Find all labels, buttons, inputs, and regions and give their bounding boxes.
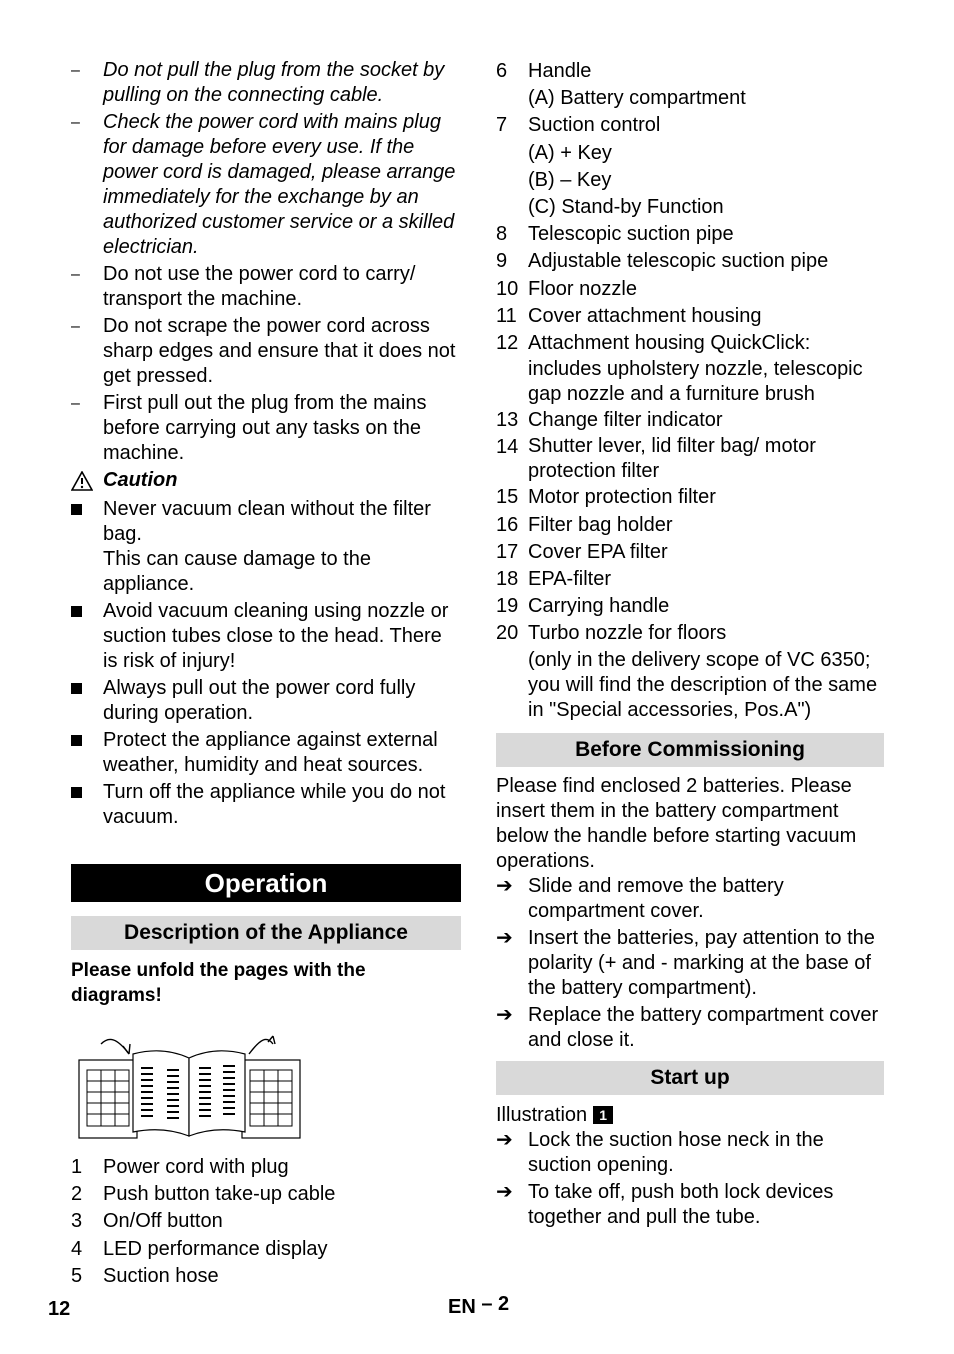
part-label: Carrying handle [528, 595, 670, 618]
dash-marker: – [71, 114, 80, 131]
dash-item-text: Do not pull the plug from the socket by pulling on the connecting cable. [103, 59, 445, 106]
part-number: 5 [71, 1264, 83, 1287]
caution-bullet-text: Never vacuum clean without the filter bag. [103, 498, 431, 545]
part-number: 3 [71, 1210, 83, 1233]
part-number: 16 [496, 513, 519, 536]
part-sub-label: (only in the delivery scope of VC 6350; you will find the description of the same in "Special accessories, Pos.A") [528, 648, 878, 721]
part-list-item [496, 276, 884, 303]
dash-list-item [71, 110, 461, 260]
part-number: 12 [496, 332, 519, 355]
parts-list-1-5 [71, 1154, 461, 1290]
square-bullet-icon [71, 497, 103, 522]
part-list-item [71, 1236, 461, 1263]
part-list-item [71, 1181, 461, 1208]
footer-sub-page: – 2 [481, 1293, 510, 1315]
part-list-item [496, 330, 884, 357]
part-number: 4 [71, 1237, 83, 1260]
illustration-ref [496, 1103, 884, 1128]
part-number: 20 [496, 622, 519, 645]
part-list-item [496, 248, 884, 275]
caution-bullet-item [71, 599, 461, 674]
caution-bullet-text: Always pull out the power cord fully during operation. [103, 677, 416, 724]
part-list-item [496, 512, 884, 539]
part-number: 1 [71, 1156, 83, 1178]
part-label: Cover attachment housing [528, 304, 762, 327]
part-label: Adjustable telescopic suction pipe [528, 250, 829, 273]
instruction-step [496, 1128, 884, 1178]
page-number: 12 [48, 1298, 71, 1320]
instruction-text: Replace the battery compartment cover and close it. [528, 1003, 879, 1051]
square-bullet-icon [71, 676, 103, 701]
instruction-step [496, 926, 884, 1001]
part-label: Turbo nozzle for floors [528, 622, 727, 645]
part-list-item [496, 566, 884, 593]
dash-list-item [71, 314, 461, 389]
part-number: 9 [496, 250, 508, 273]
dash-list-item [71, 262, 461, 312]
left-column [71, 58, 461, 1290]
dash-marker: – [71, 395, 80, 412]
parts-list-6-20 [496, 58, 884, 723]
part-number: 11 [496, 304, 517, 327]
part-label: On/Off button [103, 1210, 223, 1233]
part-label: Attachment housing QuickClick: [528, 332, 811, 355]
part-number: 6 [496, 60, 508, 82]
square-bullet-icon [71, 728, 103, 753]
caution-bullet-item [71, 780, 461, 830]
part-list-item [496, 112, 884, 139]
part-number: 8 [496, 223, 508, 246]
part-label: Handle [528, 60, 592, 82]
arrow-right-icon: ➔ [496, 1128, 513, 1151]
square-bullet-icon [71, 599, 103, 624]
caution-bullet-item [71, 676, 461, 726]
part-number: 10 [496, 277, 519, 300]
part-label: Power cord with plug [103, 1156, 289, 1178]
safety-dash-list [71, 58, 461, 466]
part-label: EPA-filter [528, 568, 611, 591]
caution-bullet-text: This can cause damage to the appliance. [103, 548, 371, 595]
footer-lang-code: EN [448, 1296, 476, 1318]
part-list-item [496, 434, 884, 484]
part-number: 14 [496, 436, 519, 459]
dash-list-item [71, 58, 461, 108]
arrow-right-icon: ➔ [496, 874, 513, 897]
part-label: Shutter lever, lid filter bag/ motor protection filter [528, 435, 816, 483]
unfold-pages-figure [77, 1032, 461, 1148]
startup-title: Start up [496, 1061, 884, 1095]
commissioning-intro: Please find enclosed 2 batteries. Please insert them in the battery compartment below the handle before starting vacuum operations. [496, 774, 857, 872]
part-list-item [71, 1154, 461, 1181]
part-sub-label: (B) – Key [528, 168, 612, 191]
dash-marker: – [71, 62, 80, 79]
caution-bullet-text: Turn off the appliance while you do not vacuum. [103, 781, 446, 828]
instruction-step [496, 1180, 884, 1230]
unfold-note: Please unfold the pages with the diagrams! [71, 960, 366, 1006]
dash-item-text: Check the power cord with mains plug for damage before every use. If the power cord is damaged, please arrange immediately for the exchange by an authorized customer service or a skilled electrician. [103, 111, 456, 258]
part-label: Telescopic suction pipe [528, 223, 734, 246]
dash-list-item [71, 391, 461, 466]
part-list-item [496, 620, 884, 647]
part-list-item [496, 58, 884, 85]
part-label: Floor nozzle [528, 277, 637, 300]
part-number: 7 [496, 114, 508, 137]
illustration-number-badge: 1 [593, 1106, 613, 1124]
part-label: Suction hose [103, 1264, 219, 1287]
open-book-diagram-icon [77, 1032, 301, 1142]
part-number: 13 [496, 409, 519, 432]
part-list-item [496, 303, 884, 330]
dash-marker: – [71, 318, 80, 335]
dash-item-text: First pull out the plug from the mains before carrying out any tasks on the machine. [103, 392, 427, 464]
part-label: Push button take-up cable [103, 1183, 336, 1206]
arrow-right-icon: ➔ [496, 1003, 513, 1026]
part-sub-label: includes upholstery nozzle, telescopic gap nozzle and a furniture brush [528, 358, 863, 406]
part-label: Motor protection filter [528, 486, 716, 509]
part-sub-label: (C) Stand-by Function [528, 196, 724, 219]
part-number: 2 [71, 1183, 83, 1206]
commissioning-title: Before Commissioning [496, 733, 884, 767]
caution-bullet-list [71, 497, 461, 830]
warning-triangle-icon [71, 471, 93, 491]
commissioning-steps [496, 874, 884, 1053]
description-title: Description of the Appliance [71, 916, 461, 950]
instruction-text: Lock the suction hose neck in the suction opening. [528, 1128, 824, 1176]
instruction-step [496, 874, 884, 924]
caution-bullet-text: Avoid vacuum cleaning using nozzle or suction tubes close to the head. There is risk of injury! [103, 600, 449, 672]
part-number: 15 [496, 486, 519, 509]
illustration-label: Illustration [496, 1103, 588, 1126]
instruction-text: To take off, push both lock devices together and pull the tube. [528, 1180, 834, 1228]
part-list-item [496, 593, 884, 620]
part-number: 18 [496, 568, 519, 591]
part-list-item [71, 1263, 461, 1290]
caution-label: Caution [103, 469, 178, 491]
part-list-item [496, 221, 884, 248]
part-label: Suction control [528, 114, 661, 137]
part-list-item [496, 484, 884, 511]
part-number: 19 [496, 595, 519, 618]
caution-bullet-item [71, 728, 461, 778]
arrow-right-icon: ➔ [496, 926, 513, 949]
part-label: LED performance display [103, 1237, 328, 1260]
instruction-text: Insert the batteries, pay attention to the polarity (+ and - marking at the base of the battery compartment). [528, 926, 875, 999]
part-number: 17 [496, 540, 519, 563]
dash-item-text: Do not use the power cord to carry/ transport the machine. [103, 263, 416, 310]
dash-item-text: Do not scrape the power cord across sharp edges and ensure that it does not get pressed. [103, 315, 456, 387]
footer-language [448, 1293, 510, 1319]
arrow-right-icon: ➔ [496, 1180, 513, 1203]
right-column [496, 58, 884, 1232]
square-bullet-icon [71, 780, 103, 805]
instruction-step [496, 1003, 884, 1053]
part-label: Filter bag holder [528, 513, 673, 536]
part-sub-label: (A) Battery compartment [528, 87, 746, 110]
part-sub-label: (A) + Key [528, 141, 612, 164]
instruction-text: Slide and remove the battery compartment cover. [528, 874, 784, 922]
caution-bullet-item [71, 497, 461, 597]
part-label: Change filter indicator [528, 409, 723, 432]
part-label: Cover EPA filter [528, 540, 668, 563]
dash-marker: – [71, 266, 80, 283]
caution-bullet-text: Protect the appliance against external weather, humidity and heat sources. [103, 729, 438, 776]
part-list-item [496, 407, 884, 434]
caution-heading [71, 468, 461, 493]
part-list-item [71, 1208, 461, 1235]
startup-steps [496, 1128, 884, 1230]
operation-title: Operation [71, 864, 461, 902]
part-list-item [496, 539, 884, 566]
